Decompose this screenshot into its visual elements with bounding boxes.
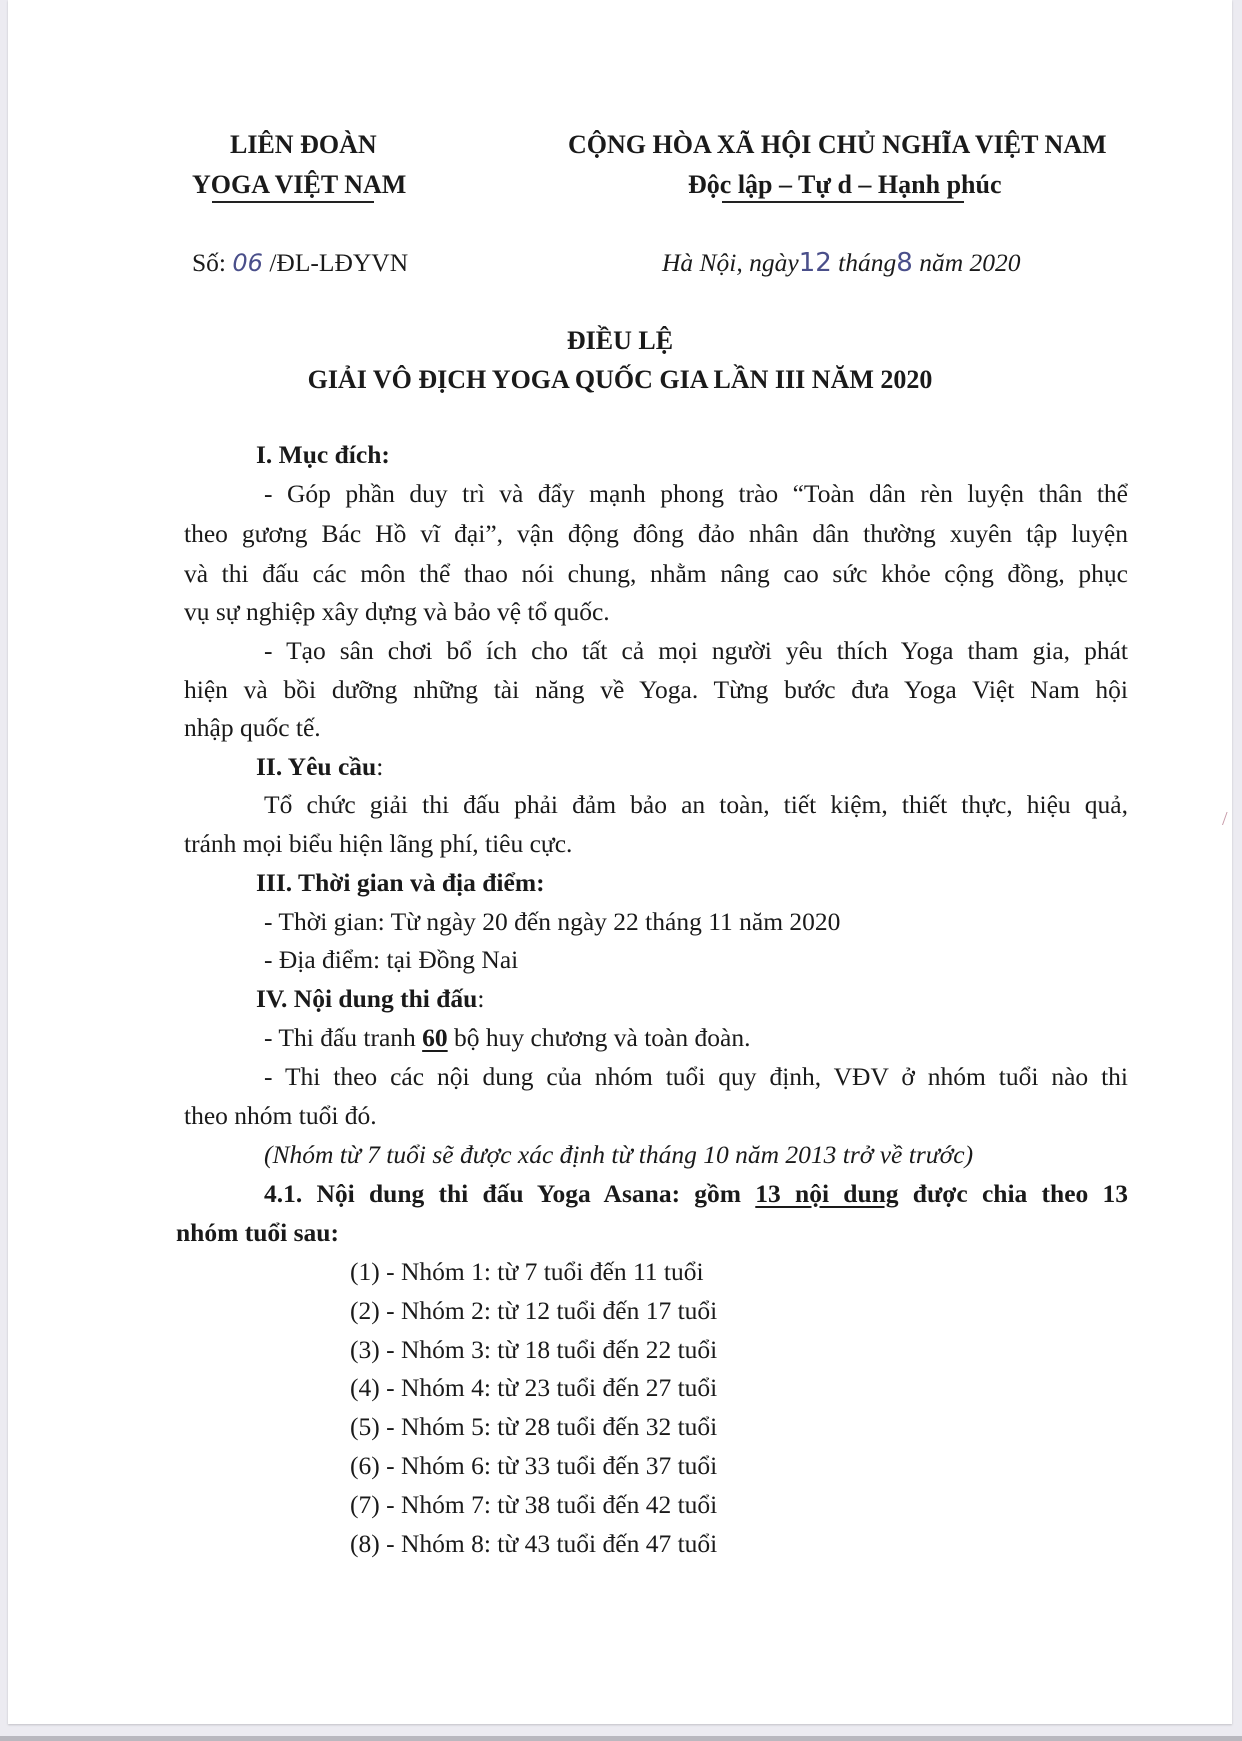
- age-rule-line2: theo nhóm tuổi đó.: [184, 1101, 377, 1130]
- date-year: năm 2020: [919, 248, 1021, 277]
- section-requirements-heading: II. Yêu cầu:: [256, 752, 384, 781]
- date-month-label: tháng: [838, 248, 897, 277]
- margin-mark: /: [1222, 808, 1228, 830]
- asana-heading-line1: 4.1. Nội dung thi đấu Yoga Asana: gồm 13 nội dung được chia theo 13: [264, 1179, 1128, 1208]
- age-group-item: (8) - Nhóm 8: từ 43 tuổi đến 47 tuổi: [350, 1529, 718, 1558]
- age-group-item: (6) - Nhóm 6: từ 33 tuổi đến 37 tuổi: [350, 1451, 718, 1480]
- section-content-heading: IV. Nội dung thi đấu:: [256, 984, 485, 1013]
- org-name-line2: YOGA VIỆT NAM: [192, 170, 407, 199]
- nation-title: CỘNG HÒA XÃ HỘI CHỦ NGHĨA VIỆT NAM: [568, 130, 1107, 159]
- purpose-p2-line2: hiện và bồi dưỡng những tài năng về Yoga. Từng bước đưa Yoga Việt Nam hội: [184, 675, 1128, 704]
- document-date: [662, 248, 1020, 278]
- requirements-line2: tránh mọi biểu hiện lãng phí, tiêu cực.: [184, 829, 573, 858]
- asana-count: 13 nội dung: [755, 1179, 899, 1208]
- section-purpose-heading: I. Mục đích:: [256, 440, 390, 469]
- handwritten-month: 8: [896, 248, 913, 278]
- age-group-item: (3) - Nhóm 3: từ 18 tuổi đến 22 tuổi: [350, 1335, 718, 1364]
- document-number: [192, 248, 408, 278]
- event-time: - Thời gian: Từ ngày 20 đến ngày 22 tháng 11 năm 2020: [264, 907, 841, 936]
- org-name-line1: LIÊN ĐOÀN: [230, 130, 377, 159]
- document-title: ĐIỀU LỆ: [566, 326, 674, 355]
- requirements-line1: Tổ chức giải thi đấu phải đảm bảo an toàn, tiết kiệm, thiết thực, hiệu quả,: [264, 790, 1128, 819]
- section-time-place-heading: III. Thời gian và địa điểm:: [256, 868, 545, 897]
- age-note: (Nhóm từ 7 tuổi sẽ được xác định từ tháng 10 năm 2013 trở về trước): [264, 1140, 974, 1169]
- motto-underline: [722, 201, 964, 203]
- bottom-divider: [0, 1736, 1242, 1741]
- org-underline: [212, 201, 374, 203]
- asana-heading-line2: nhóm tuổi sau:: [176, 1218, 339, 1247]
- document-subtitle: GIẢI VÔ ĐỊCH YOGA QUỐC GIA LẦN III NĂM 2020: [307, 365, 933, 394]
- handwritten-day: 12: [798, 248, 832, 278]
- age-group-item: (7) - Nhóm 7: từ 38 tuổi đến 42 tuổi: [350, 1490, 718, 1519]
- purpose-p1-line3: và thi đấu các môn thể thao nói chung, nhằm nâng cao sức khỏe cộng đồng, phục: [184, 559, 1128, 588]
- document-page: [8, 0, 1232, 1724]
- medals-line: - Thi đấu tranh 60 bộ huy chương và toàn đoàn.: [264, 1023, 751, 1052]
- purpose-p1-line4: vụ sự nghiệp xây dựng và bảo vệ tổ quốc.: [184, 597, 610, 626]
- medals-count: 60: [422, 1023, 448, 1052]
- age-rule-line1: - Thi theo các nội dung của nhóm tuổi quy định, VĐV ở nhóm tuổi nào thi: [264, 1062, 1128, 1091]
- event-place: - Địa điểm: tại Đồng Nai: [264, 945, 519, 974]
- age-group-item: (4) - Nhóm 4: từ 23 tuổi đến 27 tuổi: [350, 1373, 718, 1402]
- age-group-item: (5) - Nhóm 5: từ 28 tuổi đến 32 tuổi: [350, 1412, 718, 1441]
- number-prefix: Số:: [192, 248, 227, 277]
- number-suffix: /ĐL-LĐYVN: [269, 248, 409, 277]
- date-prefix: Hà Nội, ngày: [662, 248, 799, 277]
- purpose-p2-line1: - Tạo sân chơi bổ ích cho tất cả mọi người yêu thích Yoga tham gia, phát: [264, 636, 1128, 665]
- handwritten-number: 06: [232, 249, 263, 277]
- age-group-item: (2) - Nhóm 2: từ 12 tuổi đến 17 tuổi: [350, 1296, 718, 1325]
- age-group-item: (1) - Nhóm 1: từ 7 tuổi đến 11 tuổi: [350, 1257, 704, 1286]
- purpose-p1-line2: theo gương Bác Hồ vĩ đại”, vận động đông đảo nhân dân thường xuyên tập luyện: [184, 519, 1128, 548]
- purpose-p2-line3: nhập quốc tế.: [184, 713, 321, 742]
- nation-motto: Độc lập – Tự d – Hạnh phúc: [688, 170, 1002, 199]
- purpose-p1-line1: - Góp phần duy trì và đẩy mạnh phong trào “Toàn dân rèn luyện thân thể: [264, 479, 1128, 508]
